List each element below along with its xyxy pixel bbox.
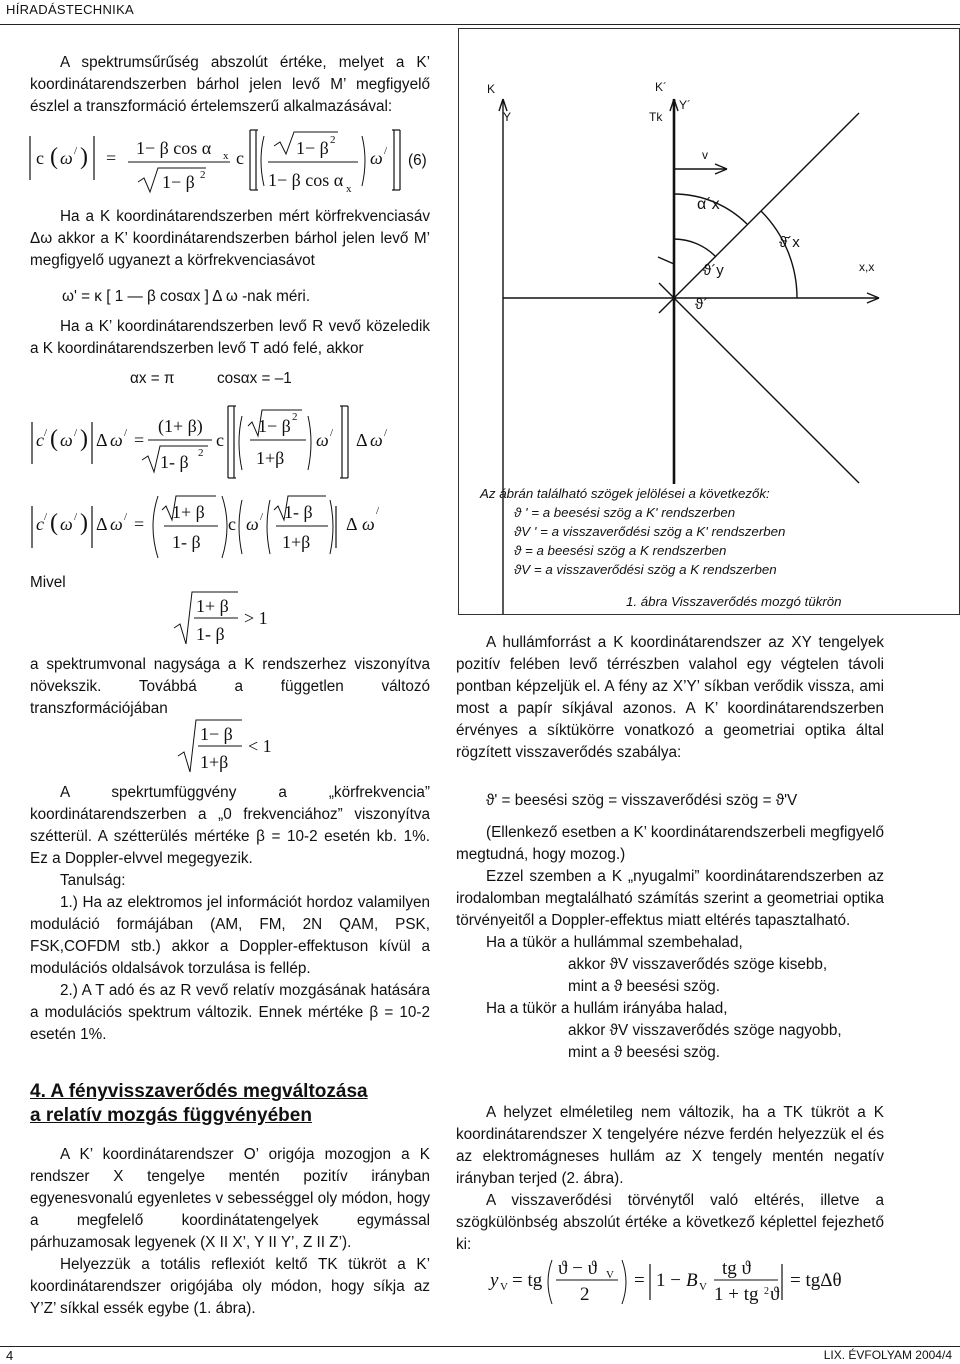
left-paragraph-4: a spektrumvonal nagysága a K rendszerhez viszonyítva növekszik. Továbbá a független változó transzformációjában <box>30 656 430 717</box>
label-xx: x,x <box>859 260 875 274</box>
svg-text:x: x <box>346 183 352 195</box>
svg-text:ω: ω <box>246 514 259 534</box>
svg-text:ω: ω <box>370 148 383 168</box>
left-paragraph-1: A spektrumsűrűség abszolút értéke, melyet a K’ koordinátarendszerben bárhol jelen levő M’ megfigyelő észlel a transzformáció értelemszerű alkalmazásával: <box>30 54 430 115</box>
svg-text:/: / <box>330 427 334 439</box>
svg-text:1- β: 1- β <box>284 502 313 522</box>
svg-text:x: x <box>223 150 229 162</box>
svg-text:): ) <box>80 426 88 452</box>
svg-text:/: / <box>74 511 78 523</box>
svg-text:B: B <box>686 1270 698 1291</box>
svg-text:(: ( <box>50 510 58 536</box>
svg-text:1+ β: 1+ β <box>172 502 205 522</box>
svg-text:/: / <box>376 505 380 517</box>
svg-text:c: c <box>216 430 224 450</box>
svg-text:1− β cos α: 1− β cos α <box>136 138 212 158</box>
svg-text:ω: ω <box>110 514 123 534</box>
mivel-label: Mivel <box>30 574 66 591</box>
header-rule <box>0 24 960 25</box>
svg-text:2: 2 <box>580 1284 590 1305</box>
footer-rule <box>0 1346 960 1347</box>
svg-text:/: / <box>74 145 78 157</box>
svg-text:1 + tg: 1 + tg <box>714 1284 759 1305</box>
svg-text:tg ϑ: tg ϑ <box>722 1258 751 1279</box>
svg-text:2: 2 <box>200 169 206 181</box>
svg-text:2: 2 <box>764 1286 769 1297</box>
svg-text:Δ: Δ <box>96 514 108 534</box>
svg-text:=: = <box>134 514 145 534</box>
svg-text:): ) <box>80 144 88 170</box>
legend-title: Az ábrán található szögek jelölései a következők: <box>480 486 770 501</box>
svg-text:< 1: < 1 <box>248 736 272 756</box>
svg-text:c: c <box>36 514 44 534</box>
svg-text:V: V <box>500 1281 508 1293</box>
svg-text:> 1: > 1 <box>244 608 268 628</box>
inequality-less <box>176 716 286 778</box>
label-theta: ϑ´ <box>695 296 709 313</box>
svg-text:/: / <box>384 145 388 157</box>
alpha-equation: αx = π cosαx = –1 <box>130 370 292 387</box>
svg-text:= tg: = tg <box>512 1270 543 1291</box>
left-body-bottom: A K’ koordinátarendszer O’ origója mozogjon a K rendszer X tengelye mentén pozitív irányban egyenesvonalú egyenletes v sebességgel oly módon, hogy a megfelelő koordinátatengelyek egymással párhuzamosak legyenek (X II X’, Y II Y’, Z II Z’). Helyezzük a totális reflexiót keltő TK tükröt a K’ koordinátarendszer origójába oly módon, hogy síkja az Y’Z’ síkkal essék egybe (1. ábra). <box>30 1146 430 1317</box>
svg-text:Δ: Δ <box>356 430 368 450</box>
label-theta-bar: ϑ̄´x <box>779 234 800 251</box>
svg-text:=: = <box>106 148 117 168</box>
svg-text:/: / <box>124 511 128 523</box>
theta-bar-arc <box>761 211 797 298</box>
svg-text:V: V <box>699 1281 707 1293</box>
section-heading-line-1: 4. A fényvisszaverődés megváltozása <box>30 1081 368 1102</box>
equation-6 <box>28 128 438 200</box>
svg-text:1− β: 1− β <box>200 724 233 744</box>
left-paragraph-3: Ha a K’ koordinátarendszerben levő R vevő közeledik a K koordinátarendszerben levő T adó felé, akkor <box>30 318 430 357</box>
svg-text:1− β: 1− β <box>258 416 291 436</box>
reflection-rule: ϑ' = beesési szög = visszaverődési szög = ϑ'V <box>486 792 798 809</box>
running-header: HÍRADÁSTECHNIKA <box>6 2 135 17</box>
spectrum-equation-2 <box>30 490 440 564</box>
svg-text:y: y <box>490 1270 499 1291</box>
svg-text:ω: ω <box>370 430 383 450</box>
svg-text:c: c <box>236 148 244 168</box>
svg-text:ϑ: ϑ <box>770 1284 780 1305</box>
volume-label: LIX. ÉVFOLYAM 2004/4 <box>823 1348 952 1362</box>
svg-text:=: = <box>134 430 145 450</box>
svg-text:Δ: Δ <box>346 514 358 534</box>
theta-y-arc <box>674 239 716 257</box>
page-number: 4 <box>6 1348 14 1363</box>
svg-text:1− β cos α: 1− β cos α <box>268 170 344 190</box>
equation-6-label: (6) <box>408 152 427 169</box>
label-alpha: α´x <box>697 196 720 213</box>
svg-text:): ) <box>80 510 88 536</box>
figure-caption: 1. ábra Visszaverődés mozgó tükrön <box>626 594 842 609</box>
svg-text:(1+ β): (1+ β) <box>158 416 203 436</box>
svg-text:1− β: 1− β <box>296 138 329 158</box>
left-body-lower: A spekrtumfüggvény a „körfrekvencia” koordinátarendszerben a „0 frekvenciához” viszonyítva szétterül. A szétterülés mértéke β = 10-2 esetén kb. 1%. Ez a Doppler-elvvel megegyezik. Tanulság: 1.) Ha az elektromos jel információt hordoz valamilyen moduláció formájában (AM, FM, 2N QAM, PSK, FSK,COFDM stb.) akkor a Doppler-effektuson kívül a modulációs oldalsávok torzulása is fellép. 2.) A T adó és az R vevő relatív mozgásának hatására a modulációs spektrum változik. Ennek mértéke β = 10-2 esetén 1%. <box>30 784 430 1043</box>
svg-text:/: / <box>44 511 48 523</box>
svg-text:1+β: 1+β <box>282 532 311 552</box>
left-paragraph-2: Ha a K koordinátarendszerben mért körfrekvenciasáv Δω akkor a K’ koordinátarendszerben bárhol jelen levő M’ megfigyelő ugyanezt a körfrekvenciasávot <box>30 208 430 269</box>
label-K: K <box>487 82 496 96</box>
svg-text:1- β: 1- β <box>172 532 201 552</box>
svg-text:c: c <box>228 514 236 534</box>
svg-text:ω: ω <box>60 514 73 534</box>
label-Yp: Y´ <box>679 98 691 112</box>
legend-item: ϑ = a beesési szög a K rendszerben <box>514 543 727 558</box>
svg-text:=: = <box>634 1270 645 1291</box>
svg-text:Δ: Δ <box>96 430 108 450</box>
right-body-top: A hullámforrást a K koordinátarendszer az XY tengelyek pozitív felében levő térrészben valahol egy végtelen távoli pontban képzeljük el. A fény az X’Y’ síkban verődik vissza, ami most a papír síkjával azonos. A K’ koordinátarendszerben érvényes a síktükörre vonatkozó a geometriai optika által rögzített visszaverődés szabálya: <box>456 634 884 761</box>
svg-text:1+ β: 1+ β <box>196 596 229 616</box>
section-heading-line-2: a relatív mozgás függvényében <box>30 1105 312 1126</box>
svg-text:/: / <box>384 427 388 439</box>
right-body-bottom: A helyzet elméletileg nem változik, ha a TK tükröt a K koordinátarendszer X tengelyére nézve ferdén helyezzük el és az elektromágneses hullám az X tengely mentén negatív irányban terjed (2. ábra). A visszaverődési törvénytől való eltérés, illetve a szögkülönbség abszolút értéke a következő képlettel fejezhető ki: <box>456 1104 884 1253</box>
section-heading <box>30 1080 430 1128</box>
right-body-middle: (Ellenkező esetben a K’ koordinátarendszerbeli megfigyelő megtudná, hogy mozog.) Ezzel szemben a K „nyugalmi” koordinátarendszerben az irodalomban megtalálható számítás szerint a geometriai optika törvényeitől a Doppler-effektus miatt eltérés tapasztalható. Ha a tükör a hullámmal szembehalad, akkor ϑV visszaverődés szöge kisebb, mint a ϑ beesési szög. Ha a tükör a hullám irányába halad, akkor ϑV visszaverődés szöge nagyobb, mint a ϑ beesési szög. <box>456 824 884 1061</box>
svg-text:1 −: 1 − <box>656 1270 681 1291</box>
label-Y: Y <box>503 110 512 124</box>
svg-text:ω: ω <box>60 148 73 168</box>
svg-text:c: c <box>36 148 44 168</box>
svg-text:(: ( <box>50 426 58 452</box>
label-Tk: Tk <box>649 110 663 124</box>
svg-text:1− β: 1− β <box>162 172 195 192</box>
inequality-greater <box>172 588 282 650</box>
svg-text:ϑ − ϑ: ϑ − ϑ <box>558 1258 598 1279</box>
svg-text:/: / <box>124 427 128 439</box>
legend-item: ϑV = a visszaverődési szög a K rendszerben <box>514 562 777 577</box>
deviation-formula <box>488 1254 888 1310</box>
label-Kp: K´ <box>655 80 667 94</box>
svg-text:1- β: 1- β <box>196 624 225 644</box>
svg-text:ω: ω <box>60 430 73 450</box>
svg-text:1+β: 1+β <box>256 448 285 468</box>
legend-item: ϑV ' = a visszaverődési szög a K' rendszerben <box>514 524 786 539</box>
svg-text:/: / <box>260 511 264 523</box>
svg-text:1+β: 1+β <box>200 752 229 772</box>
svg-text:c: c <box>36 430 44 450</box>
reflected-ray <box>674 298 859 483</box>
svg-text:/: / <box>74 427 78 439</box>
spectrum-equation-1 <box>30 402 440 482</box>
figure-legend <box>480 484 950 579</box>
svg-text:ω: ω <box>362 514 375 534</box>
svg-text:V: V <box>606 1269 614 1281</box>
svg-text:ω: ω <box>316 430 329 450</box>
svg-text:ω: ω <box>110 430 123 450</box>
svg-text:2: 2 <box>198 447 204 459</box>
legend-item: ϑ ' = a beesési szög a K' rendszerben <box>514 505 736 520</box>
svg-text:2: 2 <box>292 411 298 423</box>
omega-equation: ω' = κ [ 1 — β cosαx ] Δ ω -nak méri. <box>62 288 311 305</box>
label-v: v <box>702 148 708 162</box>
svg-text:/: / <box>44 427 48 439</box>
svg-text:1- β: 1- β <box>160 452 189 472</box>
svg-text:= tgΔθ: = tgΔθ <box>790 1270 842 1291</box>
svg-text:2: 2 <box>330 134 336 146</box>
label-theta-y: ϑ´y <box>703 262 724 279</box>
svg-text:(: ( <box>50 144 58 170</box>
